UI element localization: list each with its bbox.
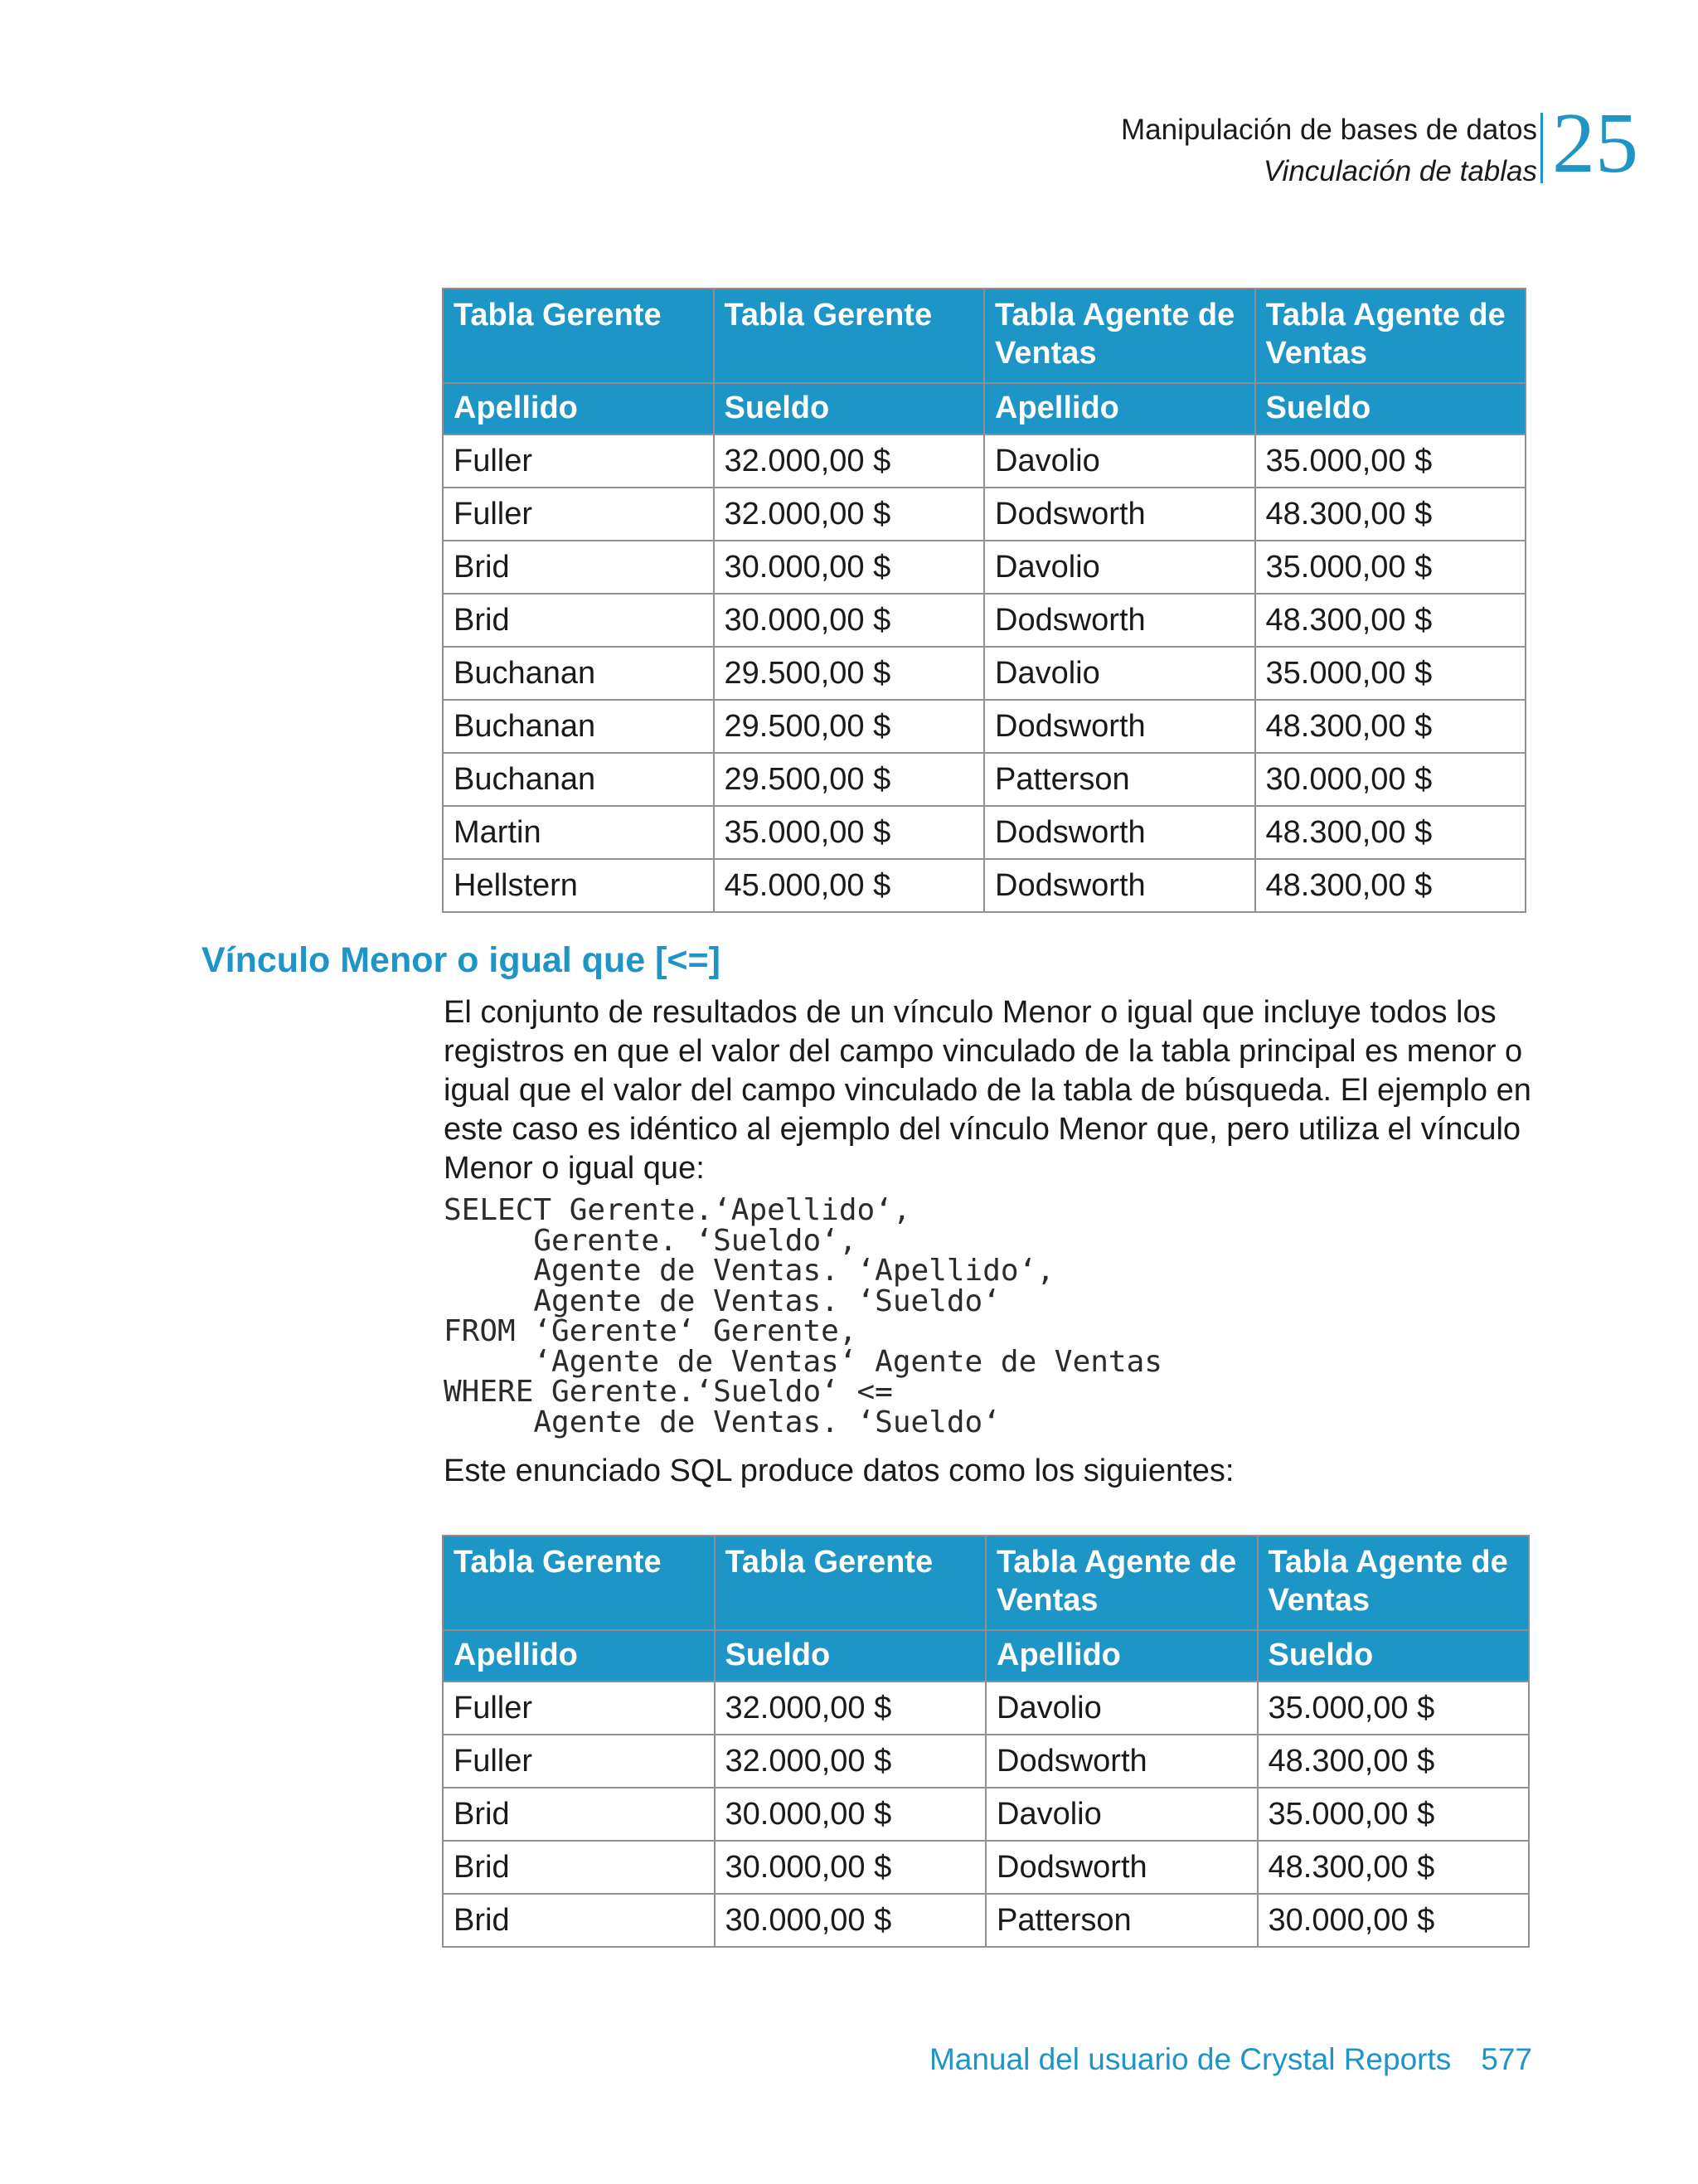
- table-cell: Hellstern: [443, 859, 714, 912]
- table-header-cell: Tabla Agente de Ventas: [1255, 289, 1526, 383]
- table-header-cell: Sueldo: [1255, 383, 1526, 434]
- table-row: [443, 859, 1526, 912]
- table-cell: Fuller: [443, 1735, 715, 1788]
- table-row: [443, 434, 1526, 488]
- header-chapter-title: Manipulación de bases de datos: [1120, 114, 1537, 146]
- table-header-row: [443, 289, 1526, 383]
- table-row: [443, 1735, 1529, 1788]
- table-cell: Brid: [443, 1894, 715, 1947]
- table-row: [443, 700, 1526, 753]
- table-cell: Buchanan: [443, 753, 714, 806]
- table-cell: 48.300,00 $: [1258, 1735, 1530, 1788]
- table-row: [443, 753, 1526, 806]
- table-row: [443, 541, 1526, 594]
- table-header-cell: Tabla Agente de Ventas: [1258, 1536, 1530, 1630]
- chapter-number: 25: [1552, 95, 1638, 191]
- table-cell: Davolio: [984, 647, 1255, 700]
- table-cell: Patterson: [986, 1894, 1258, 1947]
- table-cell: Davolio: [986, 1788, 1258, 1841]
- table-cell: Fuller: [443, 1682, 715, 1735]
- table-cell: Patterson: [984, 753, 1255, 806]
- table-cell: 48.300,00 $: [1255, 806, 1526, 859]
- table-cell: 48.300,00 $: [1255, 700, 1526, 753]
- table-cell: 48.300,00 $: [1255, 594, 1526, 647]
- table-cell: 35.000,00 $: [1258, 1788, 1530, 1841]
- table-cell: 30.000,00 $: [714, 594, 985, 647]
- table-header-cell: Tabla Gerente: [443, 1536, 715, 1630]
- page-number: 577: [1481, 2042, 1532, 2076]
- sql-code-block: [444, 1193, 1162, 1439]
- code-line: Agente de Ventas. ‘Sueldo‘: [444, 1284, 1001, 1318]
- table-subheader-row: [443, 1630, 1529, 1682]
- table-cell: 29.500,00 $: [714, 647, 985, 700]
- table-cell: 32.000,00 $: [715, 1735, 987, 1788]
- table-header-cell: Apellido: [984, 383, 1255, 434]
- code-line: Agente de Ventas. ‘Sueldo‘: [444, 1405, 1001, 1439]
- section-heading: Vínculo Menor o igual que [<=]: [201, 940, 720, 980]
- table-header-cell: Sueldo: [714, 383, 985, 434]
- table-cell: Buchanan: [443, 647, 714, 700]
- table-cell: 30.000,00 $: [1258, 1894, 1530, 1947]
- table-cell: 48.300,00 $: [1255, 488, 1526, 541]
- table-header-cell: Apellido: [443, 1630, 715, 1682]
- table-header-cell: Apellido: [443, 383, 714, 434]
- table-header-cell: Tabla Agente de Ventas: [986, 1536, 1258, 1630]
- table-header-cell: Sueldo: [1258, 1630, 1530, 1682]
- table-cell: Martin: [443, 806, 714, 859]
- table-cell: Dodsworth: [984, 700, 1255, 753]
- table-cell: 35.000,00 $: [1258, 1682, 1530, 1735]
- table-cell: 35.000,00 $: [714, 806, 985, 859]
- table-cell: 30.000,00 $: [715, 1894, 987, 1947]
- header-section-title: Vinculación de tablas: [1263, 155, 1537, 187]
- table-header-cell: Apellido: [986, 1630, 1258, 1682]
- body-paragraph: El conjunto de resultados de un vínculo Menor o igual que incluye todos los registros en que el valor del campo vinculado de la tabla principal es menor o igual que el valor del campo vinculado de la tabla de búsqueda. El ejemplo en este caso es idéntico al ejemplo del vínculo Menor que, pero utiliza el vínculo Menor o igual que:: [444, 995, 1531, 1186]
- table-cell: Dodsworth: [984, 594, 1255, 647]
- table-header-cell: Tabla Gerente: [715, 1536, 987, 1630]
- table-cell: 32.000,00 $: [714, 434, 985, 488]
- footer-manual-title: Manual del usuario de Crystal Reports: [929, 2042, 1452, 2076]
- table-cell: Fuller: [443, 488, 714, 541]
- table-cell: Brid: [443, 1788, 715, 1841]
- table-subheader-row: [443, 383, 1526, 434]
- table-cell: Davolio: [984, 434, 1255, 488]
- table-cell: 35.000,00 $: [1255, 434, 1526, 488]
- table-row: [443, 647, 1526, 700]
- table-cell: 45.000,00 $: [714, 859, 985, 912]
- table-cell: Dodsworth: [984, 488, 1255, 541]
- table-header-cell: Tabla Agente de Ventas: [984, 289, 1255, 383]
- table-cell: Davolio: [986, 1682, 1258, 1735]
- table-header-cell: Sueldo: [715, 1630, 987, 1682]
- table-cell: 30.000,00 $: [715, 1788, 987, 1841]
- code-line: Agente de Ventas. ‘Apellido‘,: [444, 1254, 1055, 1288]
- table-cell: Brid: [443, 541, 714, 594]
- code-line: ‘Agente de Ventas‘ Agente de Ventas: [444, 1344, 1162, 1379]
- table-cell: 32.000,00 $: [715, 1682, 987, 1735]
- table-cell: Brid: [443, 1841, 715, 1894]
- table-cell: Brid: [443, 594, 714, 647]
- table-cell: Buchanan: [443, 700, 714, 753]
- running-header: [1121, 109, 1537, 192]
- page-footer: [929, 2040, 1532, 2080]
- table-header-row: [443, 1536, 1529, 1630]
- code-line: Gerente. ‘Sueldo‘,: [444, 1223, 857, 1258]
- table-cell: Dodsworth: [984, 859, 1255, 912]
- table-header-cell: Tabla Gerente: [443, 289, 714, 383]
- table-cell: 35.000,00 $: [1255, 541, 1526, 594]
- code-line: SELECT Gerente.‘Apellido‘,: [444, 1193, 911, 1227]
- table-cell: Fuller: [443, 434, 714, 488]
- table-row: [443, 1894, 1529, 1947]
- table-row: [443, 1788, 1529, 1841]
- table-cell: 30.000,00 $: [714, 541, 985, 594]
- table-header-cell: Tabla Gerente: [714, 289, 985, 383]
- table-cell: 48.300,00 $: [1258, 1841, 1530, 1894]
- table-cell: 29.500,00 $: [714, 700, 985, 753]
- table-row: [443, 1841, 1529, 1894]
- code-line: WHERE Gerente.‘Sueldo‘ <=: [444, 1375, 893, 1409]
- table-cell: 35.000,00 $: [1255, 647, 1526, 700]
- table-row: [443, 1682, 1529, 1735]
- table-cell: 32.000,00 $: [714, 488, 985, 541]
- code-line: FROM ‘Gerente‘ Gerente,: [444, 1314, 857, 1348]
- table-row: [443, 594, 1526, 647]
- table-cell: 30.000,00 $: [715, 1841, 987, 1894]
- result-table-2: [442, 1535, 1530, 1948]
- table-row: [443, 806, 1526, 859]
- table-cell: Dodsworth: [986, 1735, 1258, 1788]
- table-cell: Dodsworth: [984, 806, 1255, 859]
- table-cell: Dodsworth: [986, 1841, 1258, 1894]
- table-row: [443, 488, 1526, 541]
- table-cell: 48.300,00 $: [1255, 859, 1526, 912]
- result-intro-text: Este enunciado SQL produce datos como los siguientes:: [444, 1454, 1235, 1488]
- table-cell: Davolio: [984, 541, 1255, 594]
- table-cell: 29.500,00 $: [714, 753, 985, 806]
- header-divider: [1540, 113, 1543, 183]
- result-table-1: [442, 288, 1526, 913]
- table-cell: 30.000,00 $: [1255, 753, 1526, 806]
